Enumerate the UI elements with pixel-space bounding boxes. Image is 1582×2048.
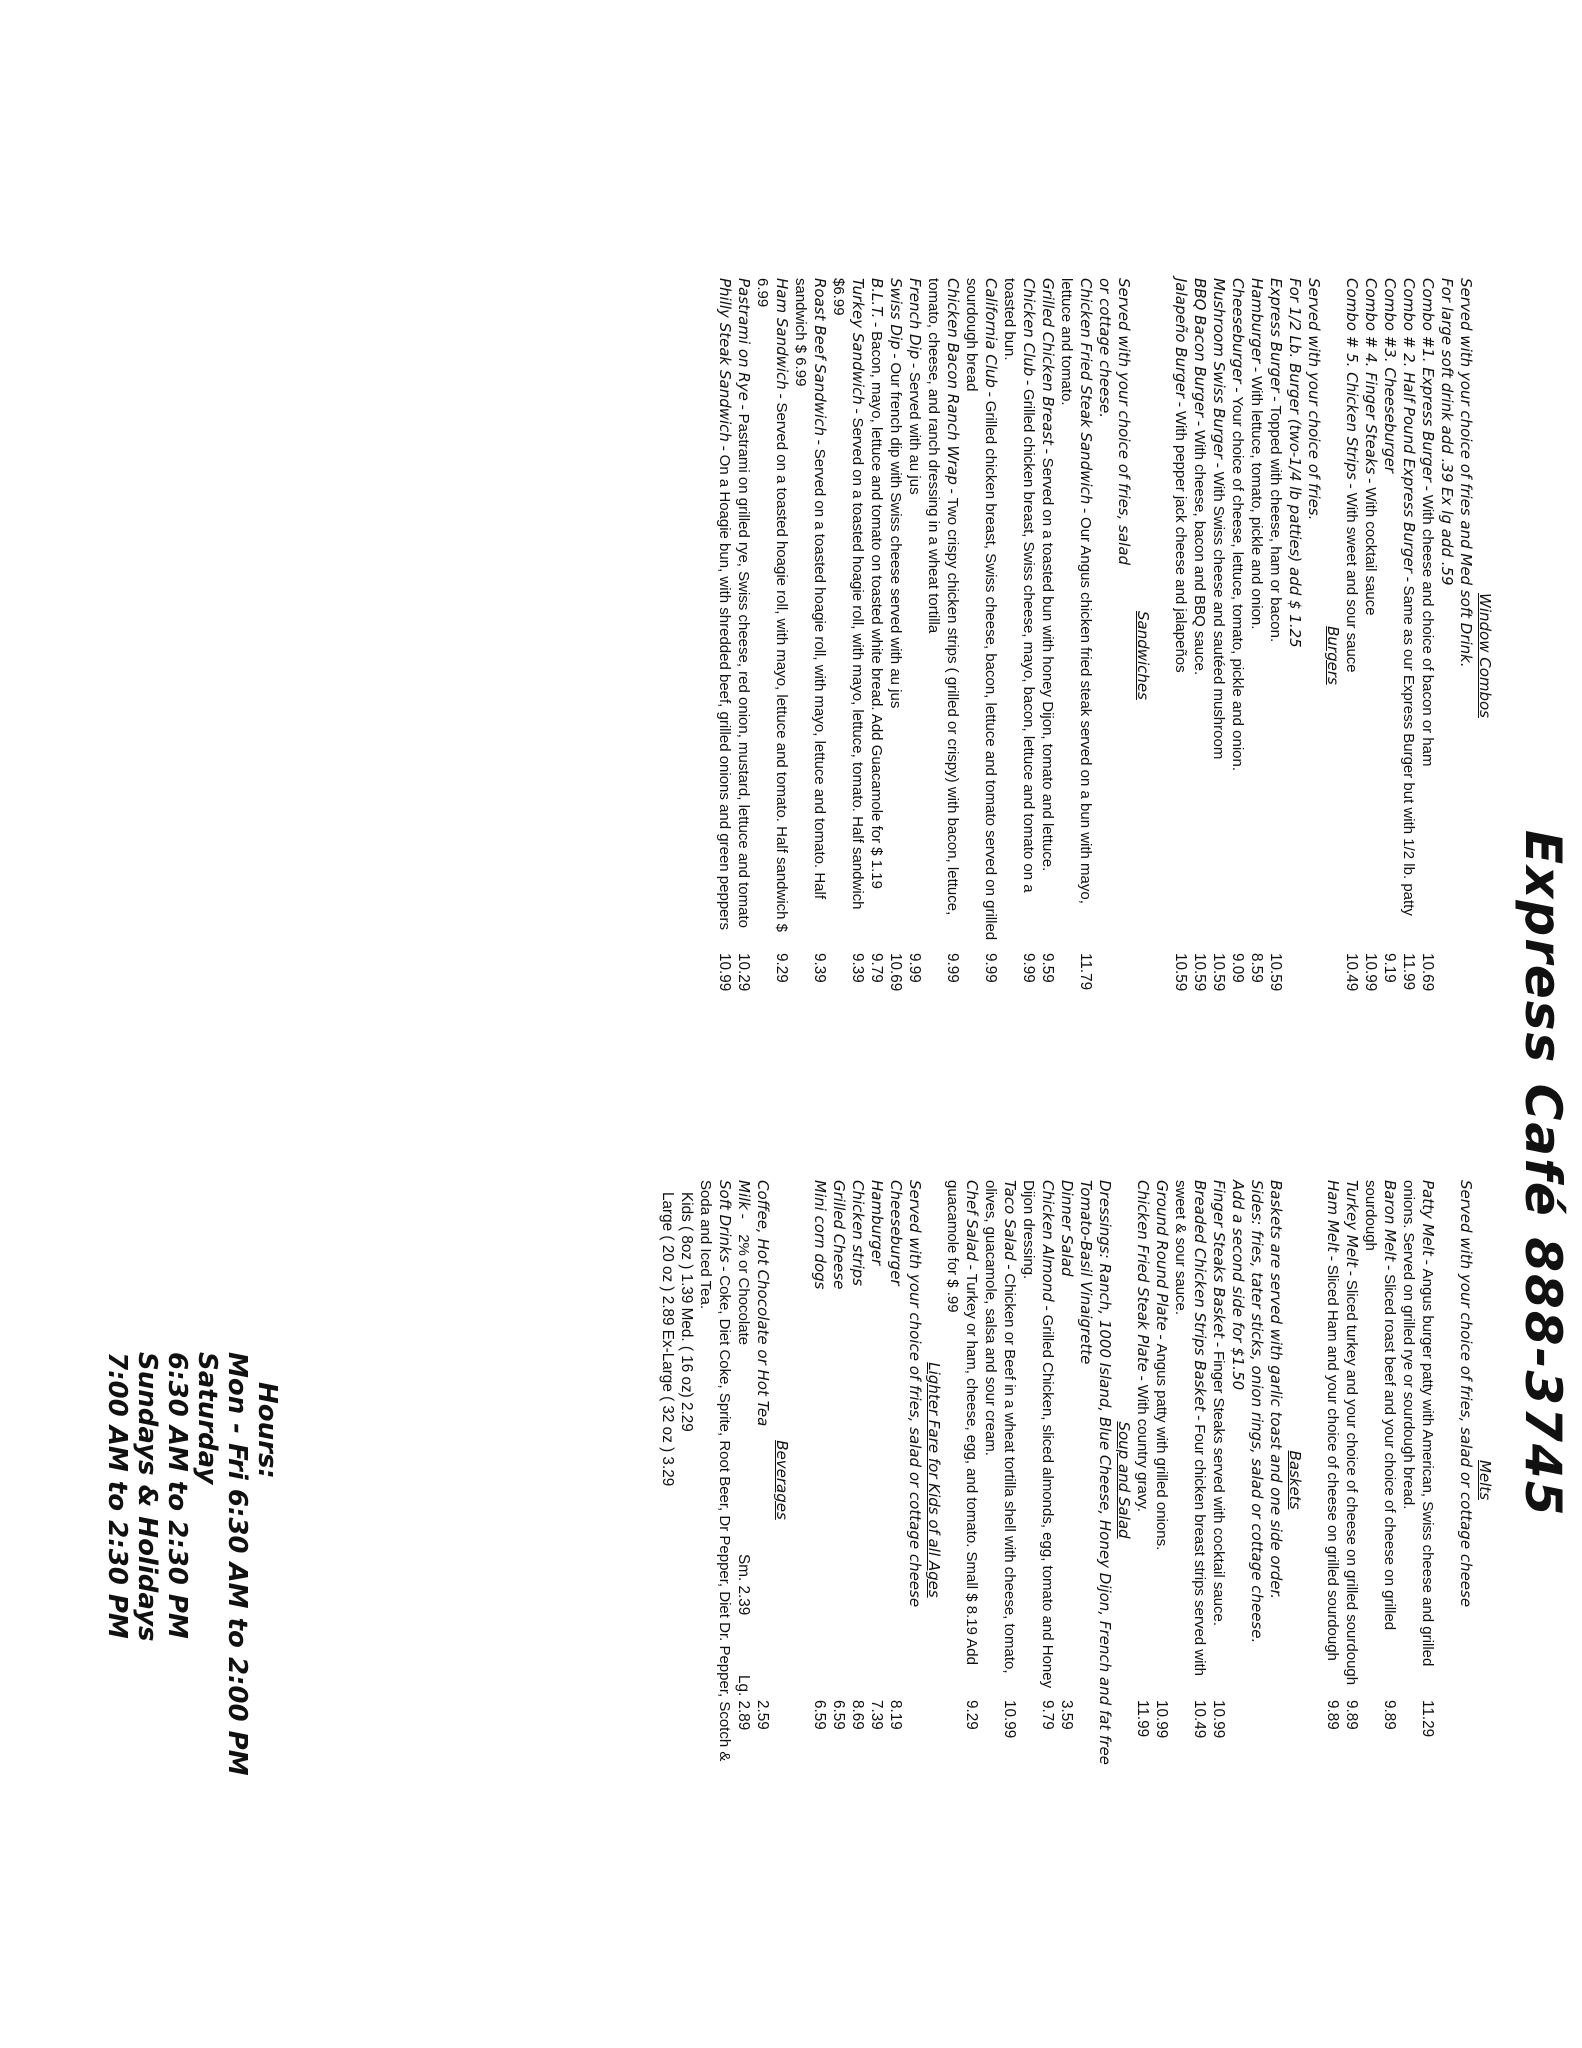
menu-item: Combo # 2. Half Pound Express Burger - Same as our Express Burger but with 1/2 lb. patty 11.99: [1399, 278, 1418, 1033]
menu-item: Turkey Sandwich - Served on a toasted hoagie roll, with mayo, lettuce, tomato. Half sandwich $6.99 9.39: [829, 278, 867, 1033]
item-price: 11.79: [1077, 953, 1094, 991]
menu-item: California Club - Grilled chicken breast, Swiss cheese, bacon, lettuce and tomato served on grilled sourdough bread 9.99: [962, 278, 1000, 1033]
menu-item: Chicken Fried Steak Plate - With country gravy. 11.99: [1133, 1180, 1152, 1780]
small-price: Sm. 2.39: [735, 1554, 752, 1616]
item-price: 9.39: [811, 953, 828, 983]
sandwiches-note: Served with your choice of fries, salad: [1115, 278, 1133, 566]
menu-item: Combo # 4. Finger Steaks - With cocktail sauce 10.99: [1361, 278, 1380, 1033]
hours-line: Mon - Fri 6:30 AM to 2:00 PM: [222, 1352, 252, 1776]
item-price: 9.99: [944, 953, 961, 983]
burgers-note: For 1/2 Lb. Burger (two-1/4 lb patties) add $ 1.25: [1286, 278, 1304, 648]
menu-item: Hamburger - With lettuce, tomato, pickle and onion. 8.59: [1247, 278, 1266, 1033]
menu-item: B.L.T. - Bacon, mayo, lettuce and tomato on toasted white bread. Add Guacamole for $ 1.19 9.79: [867, 278, 886, 1033]
burgers-note: Served with your choice of fries.: [1305, 278, 1323, 521]
menu-item: Ground Round Plate - Angus patty with grilled onions. 10.99: [1152, 1180, 1171, 1780]
menu-item: Chef Salad - Turkey or ham, cheese, egg, and tomato. Small $ 8.19 Add guacamole for $ .99 9.29: [943, 1180, 981, 1780]
item-price: 11.29: [1419, 1700, 1436, 1738]
item-price: 2.59: [754, 1700, 771, 1730]
item-price: 10.49: [1191, 1700, 1208, 1739]
menu-item: Baron Melt - Sliced roast beef and your choice of cheese on grilled sourdough 9.89: [1361, 1180, 1399, 1780]
item-price: 9.79: [868, 953, 885, 983]
section-heading-window-combos: Window Combos: [1476, 592, 1494, 719]
section-heading-burgers: Burgers: [1324, 626, 1342, 685]
item-price: 9.39: [849, 953, 866, 983]
hours-line: 7:00 AM to 2:30 PM: [102, 1352, 132, 1639]
item-price: 6.59: [811, 1700, 828, 1730]
item-price: 9.79: [1039, 1700, 1056, 1730]
page-title: Express Café 888-3745: [1514, 830, 1572, 1518]
hours-label: Hours:: [252, 1382, 282, 1479]
hours-line: 6:30 AM to 2:30 PM: [162, 1352, 192, 1639]
menu-item: Cheeseburger 8.19: [886, 1180, 905, 1780]
item-price: 10.29: [735, 953, 752, 992]
menu-item: Ham Sandwich - Served on a toasted hoagie roll, with mayo, lettuce and tomato. Half sandwich $ 6.99 9.29: [753, 278, 791, 1033]
menu-item: Express Burger - Topped with cheese, ham or bacon. 10.59: [1266, 278, 1285, 1033]
melts-note: Served with your choice of fries, salad or cottage cheese: [1457, 1180, 1475, 1608]
large-price: Lg. 2.89: [735, 1675, 752, 1731]
item-price: 10.99: [716, 953, 733, 992]
hours-line: Sundays & Holidays: [132, 1352, 162, 1642]
baskets-note: Sides: fries, tater sticks, onion rings, salad or cottage cheese.: [1248, 1180, 1266, 1644]
item-price: 10.59: [1172, 953, 1189, 992]
combos-note: Served with your choice of fries and Med soft Drink.: [1457, 278, 1475, 668]
item-price: 10.99: [1210, 1700, 1227, 1739]
item-price: 9.89: [1324, 1700, 1341, 1730]
menu-item: Chicken Almond - Grilled Chicken, sliced almonds, egg, tomato and Honey Dijon dressing. 9.79: [1019, 1180, 1057, 1780]
item-price: 9.29: [773, 953, 790, 983]
item-price: 10.49: [1343, 953, 1360, 992]
menu-item: Taco Salad - Chicken or Beef in a wheat tortilla shell with cheese, tomato, olives, guacamole, salsa and sour cream. 10.99: [981, 1180, 1019, 1780]
menu-item: Breaded Chicken Strips Basket - Four chicken breast strips served with sweet & sour sauce. 10.49: [1171, 1180, 1209, 1780]
item-price: 10.69: [887, 953, 904, 992]
menu-item: Pastrami on Rye - Pastrami on grilled rye, Swiss cheese, red onion, mustard, lettuce and tomato 10.29: [734, 278, 753, 1033]
item-price: 9.99: [1020, 953, 1037, 983]
menu-item: Milk - 2% or Chocolate Sm. 2.39 Lg. 2.89: [735, 1180, 753, 1731]
section-heading-kids: Lighter Fare for Kids of all Ages: [925, 1362, 943, 1598]
business-hours: [102, 1352, 282, 1776]
menu-item: Mushroom Swiss Burger - With Swiss cheese and sautéed mushroom 10.59: [1209, 278, 1228, 1033]
item-price: 10.59: [1210, 953, 1227, 992]
menu-item: Cheeseburger - Your choice of cheese, lettuce, tomato, pickle and onion. 9.09: [1228, 278, 1247, 1033]
item-price: 7.39: [868, 1700, 885, 1730]
item-price: 9.19: [1381, 953, 1398, 983]
item-price: 9.29: [963, 1700, 980, 1730]
item-price: 11.99: [1134, 1700, 1151, 1738]
menu-item: Jalapeño Burger - With pepper jack cheese and jalapeños 10.59: [1171, 278, 1190, 1033]
menu-item: Chicken Club - Grilled chicken breast, Swiss cheese, mayo, bacon, lettuce and tomato on a toasted bun. 9.99: [1000, 278, 1038, 1033]
menu-item: Chicken strips 8.69: [848, 1180, 867, 1780]
menu-item: Finger Steaks Basket - Finger Steaks served with cocktail sauce. 10.99: [1209, 1180, 1228, 1780]
menu-item: Combo #1. Express Burger - With cheese and choice of bacon or ham 10.69: [1418, 278, 1437, 1033]
menu-item: BBQ Bacon Burger - With cheese, bacon and BBQ sauce. 10.59: [1190, 278, 1209, 1033]
item-price: 10.99: [1362, 953, 1379, 992]
item-price: 10.59: [1267, 953, 1284, 992]
menu-item: Philly Steak Sandwich - On a Hoagie bun, with shredded beef, grilled onions and green peppers 10.99: [715, 278, 734, 1033]
right-column: [658, 1180, 1494, 1780]
sandwiches-note: or cottage cheese.: [1096, 278, 1114, 419]
hours-line: Saturday: [192, 1352, 222, 1485]
baskets-note: Add a second side for $1.50: [1229, 1180, 1247, 1391]
item-price: 9.89: [1381, 1700, 1398, 1730]
item-price: 9.99: [906, 953, 923, 983]
menu-item: Chicken Bacon Ranch Wrap - Two crispy chicken strips ( grilled or crispy) with bacon, lettuce, tomato, cheese, and ranch dressing in a wheat tortilla 9.99: [924, 278, 962, 1033]
menu-item: Combo #3. Cheeseburger 9.19: [1380, 278, 1399, 1033]
item-price: 8.69: [849, 1700, 866, 1730]
combos-note: For large soft drink add .39 Ex lg add .59: [1438, 278, 1456, 586]
item-price: 10.69: [1419, 953, 1436, 992]
item-price: 9.09: [1229, 953, 1246, 983]
section-heading-sandwiches: Sandwiches: [1134, 611, 1152, 700]
menu-item: Grilled Cheese 6.59: [829, 1180, 848, 1780]
item-price: 11.99: [1400, 953, 1417, 991]
dressings-note: Dressings: Ranch, 1000 Island, Blue Cheese, Honey Dijon, French and fat free Tomato-Basil Vinaigrette: [1077, 1180, 1114, 1765]
menu-item: Chicken Fried Steak Sandwich - Our Angus chicken fried steak served on a bun with mayo, lettuce and tomato. 11.79: [1057, 278, 1095, 1033]
menu-item: French Dip - Served with au jus 9.99: [905, 278, 924, 1033]
menu-item: Hamburger 7.39: [867, 1180, 886, 1780]
menu-item: Swiss Dip - Our french dip with Swiss cheese served with au jus 10.69: [886, 278, 905, 1033]
item-price: 8.19: [887, 1700, 904, 1730]
item-price: 9.89: [1343, 1700, 1360, 1730]
item-price: 9.99: [982, 953, 999, 983]
menu-item: Coffee, Hot Chocolate or Hot Tea 2.59: [753, 1180, 772, 1780]
menu-item: Dinner Salad 3.59: [1057, 1180, 1076, 1780]
baskets-note: Baskets are served with garlic toast and one side order.: [1267, 1180, 1285, 1599]
kids-note: Served with your choice of fries, salad or cottage cheese: [906, 1180, 924, 1608]
menu-item: Ham Melt - Sliced Ham and your choice of cheese on grilled sourdough 9.89: [1323, 1180, 1342, 1780]
soft-drink-sizes: Large ( 20 oz ) 2.89 Ex-Large ( 32 oz ) 3.29: [659, 1192, 676, 1487]
item-price: 10.99: [1153, 1700, 1170, 1739]
menu-item: Mini corn dogs 6.59: [810, 1180, 829, 1780]
section-heading-melts: Melts: [1476, 1459, 1494, 1501]
item-price: 10.59: [1191, 953, 1208, 992]
menu-item: Soft Drinks - Coke, Diet Coke, Sprite, Root Beer, Dr Pepper, Diet Dr. Pepper, Scotch & Soda and Iced Tea.: [697, 1180, 734, 1762]
item-price: 3.59: [1058, 1700, 1075, 1730]
menu-item: Turkey Melt - Sliced turkey and your choice of cheese on grilled sourdough 9.89: [1342, 1180, 1361, 1780]
section-heading-soup-salad: Soup and Salad: [1115, 1421, 1133, 1539]
section-heading-beverages: Beverages: [773, 1440, 791, 1520]
soft-drink-sizes: Kids ( 8oz ) 1.39 Med. ( 16 oz) 2.29: [678, 1192, 695, 1432]
item-price: 6.59: [830, 1700, 847, 1730]
left-column: [715, 278, 1494, 1033]
item-price: 10.99: [1001, 1700, 1018, 1739]
section-heading-baskets: Baskets: [1286, 1450, 1304, 1510]
item-price: 8.59: [1248, 953, 1265, 983]
menu-item: Combo # 5. Chicken Strips - With sweet and sour sauce 10.49: [1342, 278, 1361, 1033]
menu-item: Patty Melt - Angus burger patty with American, Swiss cheese and grilled onions. Served on grilled rye or sourdough bread. 11.29: [1399, 1180, 1437, 1780]
menu-item: Roast Beef Sandwich - Served on a toasted hoagie roll, with mayo, lettuce and tomato. Half sandwich $ 6.99 9.39: [791, 278, 829, 1033]
menu-item: Grilled Chicken Breast - Served on a toasted bun with honey Dijon, tomato and lettuce. 9.59: [1038, 278, 1057, 1033]
item-price: 9.59: [1039, 953, 1056, 983]
